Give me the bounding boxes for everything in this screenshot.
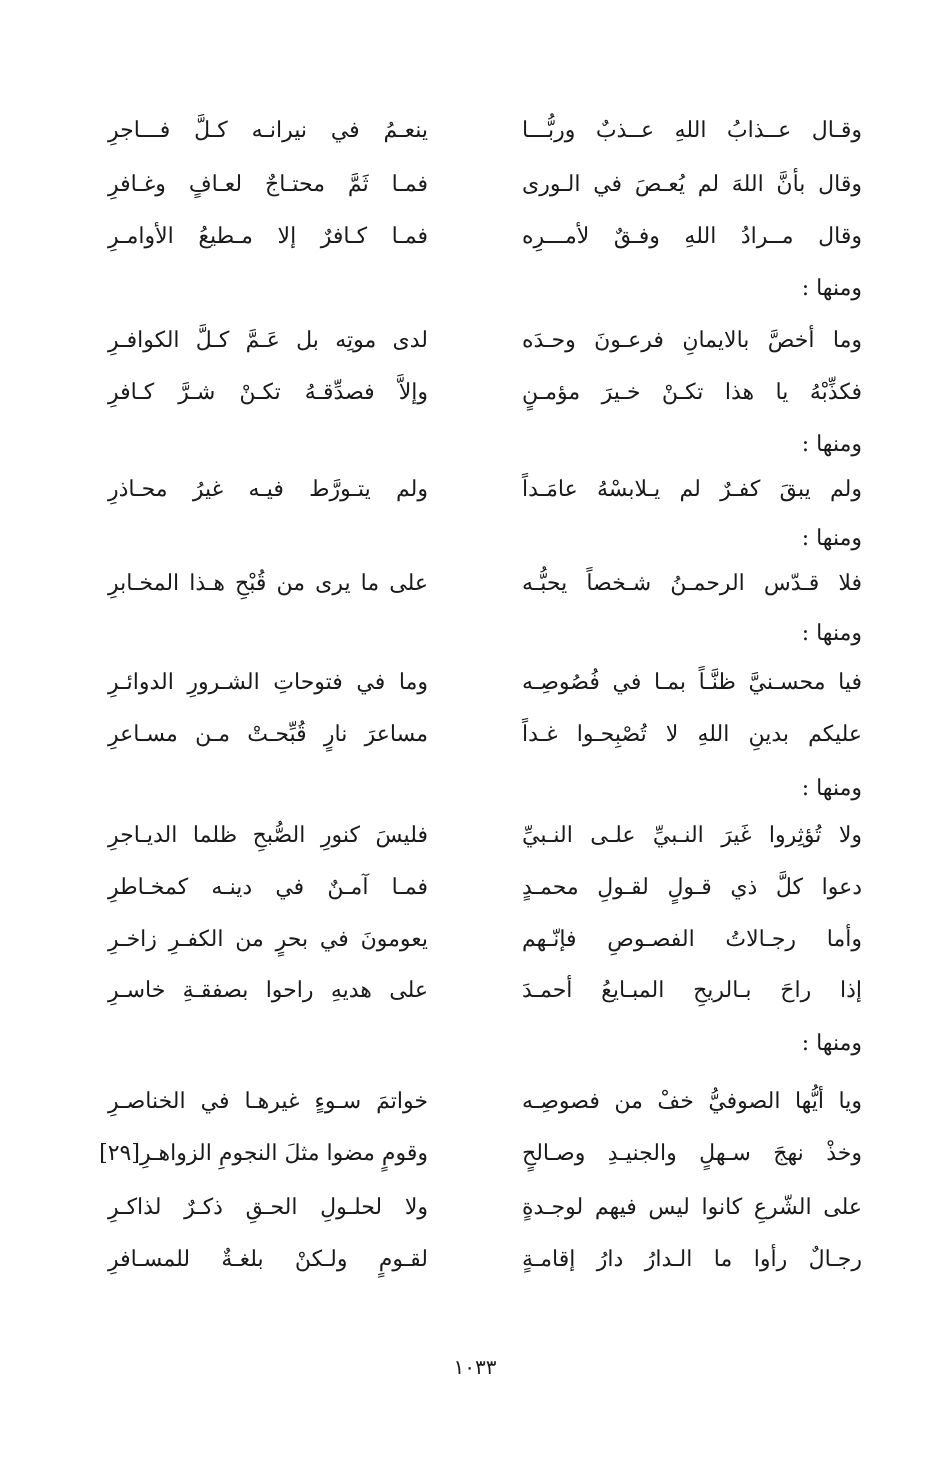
section-heading: ومنها : bbox=[801, 526, 862, 551]
verse-first-hemistich: فكذِّبْهُ يا هذا تكـنْ خـيرَ مؤمـنٍ bbox=[522, 380, 862, 405]
verse-second-hemistich: لقـومٍ ولـكنْ بلغـةٌ للمسـافرِ bbox=[108, 1247, 428, 1272]
verse-first-hemistich: فيا محسـنيَّ ظنَّـاً بمـا في فُصُوصِـه bbox=[522, 670, 862, 695]
verse-second-hemistich: ولم يتـورَّط فيـه غيرُ محـاذرِ bbox=[108, 477, 428, 502]
section-heading: ومنها : bbox=[801, 776, 862, 801]
verse-second-hemistich: فمـا آمـنٌ في دينـه كمخـاطرِ bbox=[108, 875, 428, 900]
verse-first-hemistich: فلا قـدّس الرحمـنُ شـخصاً يحبُّـه bbox=[522, 571, 862, 596]
verse-first-hemistich: وخذْ نهجَ سـهلٍ والجنيـدِ وصـالحٍ bbox=[522, 1141, 862, 1166]
verse-first-hemistich: وأما رجـالاتُ الفصـوصِ فإنّـهم bbox=[522, 927, 862, 952]
verse-first-hemistich: وما أخصَّ بالايمانِ فرعـونَ وحـدَه bbox=[522, 328, 862, 353]
verse-first-hemistich: ولا تُؤثِروا غَيرَ النـبيِّ علـى النـبيِّ bbox=[522, 823, 862, 848]
verse-first-hemistich: ولم يبقَ كفـرٌ لم يـلابسْهُ عامَـداً bbox=[522, 477, 862, 502]
section-heading: ومنها : bbox=[801, 276, 862, 301]
section-heading: ومنها : bbox=[801, 1031, 862, 1056]
verse-first-hemistich: وقـال عــذابُ اللهِ عــذبٌ وربُّـــا bbox=[522, 118, 862, 143]
page-number: ١٠٣٣ bbox=[453, 1355, 497, 1379]
verse-first-hemistich: وقال بأنَّ اللهَ لم يُعـصَ في الـورى bbox=[522, 172, 862, 197]
verse-second-hemistich: على ما يرى من قُبْحِ هـذا المخـابرِ bbox=[108, 571, 428, 596]
verse-second-hemistich: وإلاَّ فصدِّقـهُ تكـنْ شـرَّ كـافرِ bbox=[108, 380, 428, 405]
verse-second-hemistich: وما في فتوحاتِ الشـرورِ الدوائـرِ bbox=[108, 670, 428, 695]
verse-second-hemistich: فمـا كـافرٌ إلا مـطيعُ الأوامـرِ bbox=[108, 224, 428, 249]
verse-first-hemistich: على الشّرعِ كانوا ليس فيهم لوجـدةٍ bbox=[522, 1195, 862, 1220]
verse-first-hemistich: دعوا كلَّ ذي قـولٍ لقـولِ محمـدٍ bbox=[522, 875, 862, 900]
verse-second-hemistich: وقومٍ مضوا مثلَ النجومِ الزواهـرِ[٢٩] bbox=[99, 1141, 428, 1166]
section-heading: ومنها : bbox=[801, 621, 862, 646]
verse-second-hemistich: خواتمَ سـوءٍ غيرهـا في الخناصـرِ bbox=[108, 1089, 428, 1114]
verse-second-hemistich: فليسَ كنورِ الصُّبحِ ظلما الديـاجرِ bbox=[108, 823, 428, 848]
verse-first-hemistich: رجـالٌ رأوا ما الـدارُ دارُ إقامـةٍ bbox=[522, 1247, 862, 1272]
verse-second-hemistich: مساعرَ نارٍ قُبِّحـتْ مـن مسـاعرِ bbox=[108, 722, 428, 747]
verse-first-hemistich: وقال مــرادُ اللهِ وفـقٌ لأمـــرِه bbox=[522, 224, 862, 249]
verse-second-hemistich: لدى موتِه بل عَـمَّ كـلَّ الكوافـرِ bbox=[108, 328, 428, 353]
verse-second-hemistich: فمـا ثَمَّ محتـاجٌ لعـافٍ وغـافرِ bbox=[108, 172, 428, 197]
section-heading: ومنها : bbox=[801, 432, 862, 457]
verse-second-hemistich: ينعـمُ في نيرانـه كـلَّ فـــاجرِ bbox=[108, 118, 428, 143]
verse-second-hemistich: يعومونَ في بحرٍ من الكفـرِ زاخـرِ bbox=[108, 927, 428, 952]
verse-first-hemistich: ويا أيُّها الصوفيُّ خفْ من فصوصِـه bbox=[522, 1089, 862, 1114]
verse-first-hemistich: عليكم بدينِ اللهِ لا تُصْبِحـوا غـداً bbox=[522, 722, 862, 747]
verse-second-hemistich: على هديهِ راحوا بصفقـةِ خاسـرِ bbox=[108, 978, 428, 1003]
verse-second-hemistich: ولا لحلـولِ الحـقِ ذكـرٌ لذاكـرِ bbox=[108, 1195, 428, 1220]
verse-first-hemistich: إذا راحَ بـالريحِ المبـايعُ أحمـدَ bbox=[522, 978, 862, 1003]
